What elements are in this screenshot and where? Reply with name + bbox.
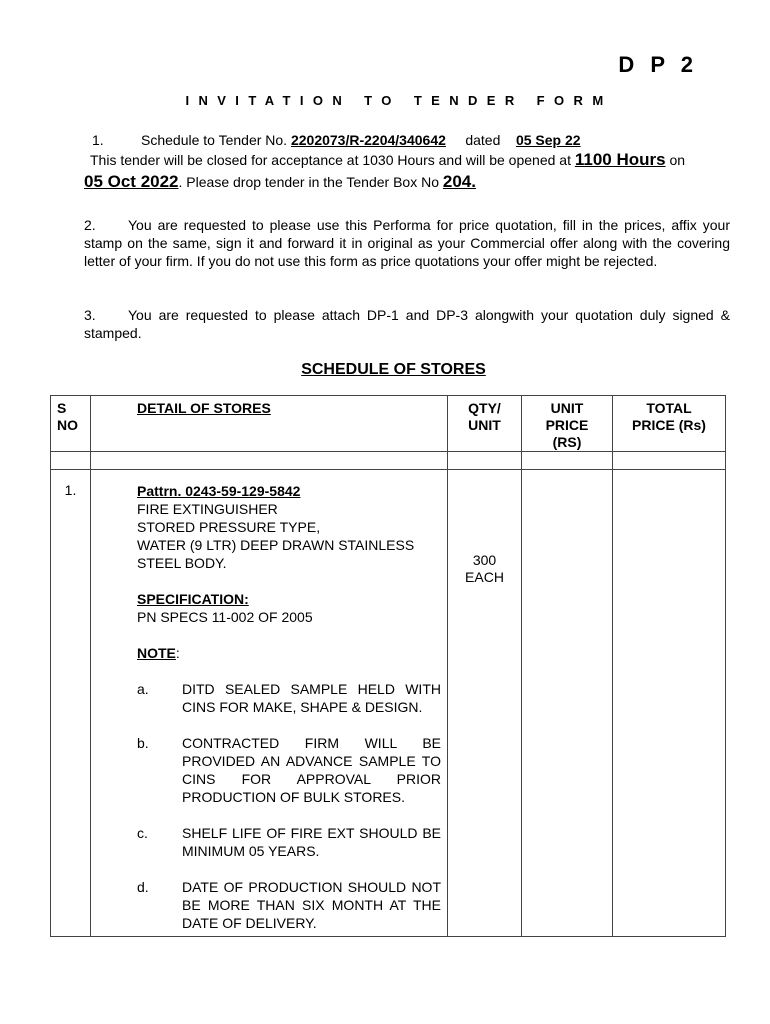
- spec-label: SPECIFICATION:: [137, 591, 249, 607]
- tender-date: 05 Sep 22: [515, 132, 581, 148]
- note-colon: :: [175, 645, 180, 661]
- note-label: NOTE: [137, 645, 176, 661]
- note-item-b: [137, 734, 441, 806]
- note-item-d: [137, 878, 441, 932]
- table-header-row: [51, 396, 726, 452]
- row-unit-price[interactable]: [522, 470, 613, 937]
- header-gap-row: [51, 452, 726, 470]
- note-text: SHELF LIFE OF FIRE EXT SHOULD BE MINIMUM 05 YEARS.: [182, 825, 441, 859]
- spec-text: PN SPECS 11-002 OF 2005: [137, 609, 313, 625]
- desc-line: FIRE EXTINGUISHER: [137, 501, 278, 517]
- pattern-number: Pattrn. 0243-59-129-5842: [137, 483, 301, 499]
- header-sno: S NO: [51, 396, 91, 452]
- paragraph-1-line-2: [90, 150, 735, 170]
- opening-date: 05 Oct 2022: [84, 172, 179, 191]
- closing-text: This tender will be closed for acceptance at 1030 Hours and will be opened at: [90, 152, 571, 168]
- document-code: D P 2: [618, 52, 698, 77]
- unit-value: EACH: [465, 569, 504, 585]
- paragraph-1-line-3: [84, 172, 476, 192]
- note-letter: b.: [137, 735, 149, 751]
- schedule-title: SCHEDULE OF STORES: [301, 361, 486, 378]
- paragraph-2: [84, 216, 730, 270]
- header-unit-price: UNIT PRICE (RS): [522, 396, 613, 452]
- header-detail: DETAIL OF STORES: [91, 396, 448, 452]
- schedule-prefix: Schedule to Tender No.: [141, 132, 288, 148]
- paragraph-2-text: You are requested to please use this Performa for price quotation, fill in the prices, affix your stamp on the same, sign it and forward it in original as your Commercial offer along with the covering letter of your firm. If you do not use this form as price quotations your offer might be rejected.: [84, 217, 730, 269]
- desc-line: WATER (9 LTR) DEEP DRAWN STAINLESS: [137, 537, 415, 553]
- note-text: DITD SEALED SAMPLE HELD WITH CINS FOR MAKE, SHAPE & DESIGN.: [182, 681, 441, 715]
- note-letter: d.: [137, 879, 149, 895]
- note-letter: c.: [137, 825, 148, 841]
- paragraph-3-number: 3.: [84, 307, 96, 323]
- row-qty-unit: [448, 470, 522, 937]
- on-label: on: [669, 152, 686, 168]
- header-qty-unit: QTY/ UNIT: [448, 396, 522, 452]
- note-item-a: [137, 680, 441, 716]
- header-total-price: TOTAL PRICE (Rs): [613, 396, 726, 452]
- paragraph-2-number: 2.: [84, 217, 96, 233]
- row-sno: 1.: [51, 470, 91, 937]
- note-text: CONTRACTED FIRM WILL BE PROVIDED AN ADVANCE SAMPLE TO CINS FOR APPROVAL PRIOR PRODUCTION OF BULK STORES.: [182, 735, 441, 805]
- paragraph-1-line-1: [92, 132, 581, 148]
- form-title: INVITATION TO TENDER FORM: [185, 93, 613, 108]
- note-heading: [137, 644, 441, 662]
- desc-line: STORED PRESSURE TYPE,: [137, 519, 321, 535]
- tender-box-text: . Please drop tender in the Tender Box No: [178, 174, 439, 190]
- desc-line: STEEL BODY.: [137, 555, 227, 571]
- tender-box-number: 204.: [442, 172, 476, 191]
- tender-number: 2202073/R-2204/340642: [290, 132, 446, 148]
- dated-label: dated: [465, 132, 501, 148]
- note-text: DATE OF PRODUCTION SHOULD NOT BE MORE THAN SIX MONTH AT THE DATE OF DELIVERY.: [182, 879, 441, 931]
- note-letter: a.: [137, 681, 149, 697]
- qty-value: 300: [472, 552, 497, 568]
- paragraph-3: [84, 306, 730, 342]
- schedule-table: [50, 395, 726, 937]
- note-item-c: [137, 824, 441, 860]
- paragraph-1-number: 1.: [92, 132, 104, 148]
- paragraph-3-text: You are requested to please attach DP-1 and DP-3 alongwith your quotation duly signed & stamped.: [84, 307, 730, 341]
- opening-time: 1100 Hours: [574, 150, 666, 169]
- row-detail: [91, 470, 448, 937]
- row-total-price[interactable]: [613, 470, 726, 937]
- table-row: [51, 470, 726, 937]
